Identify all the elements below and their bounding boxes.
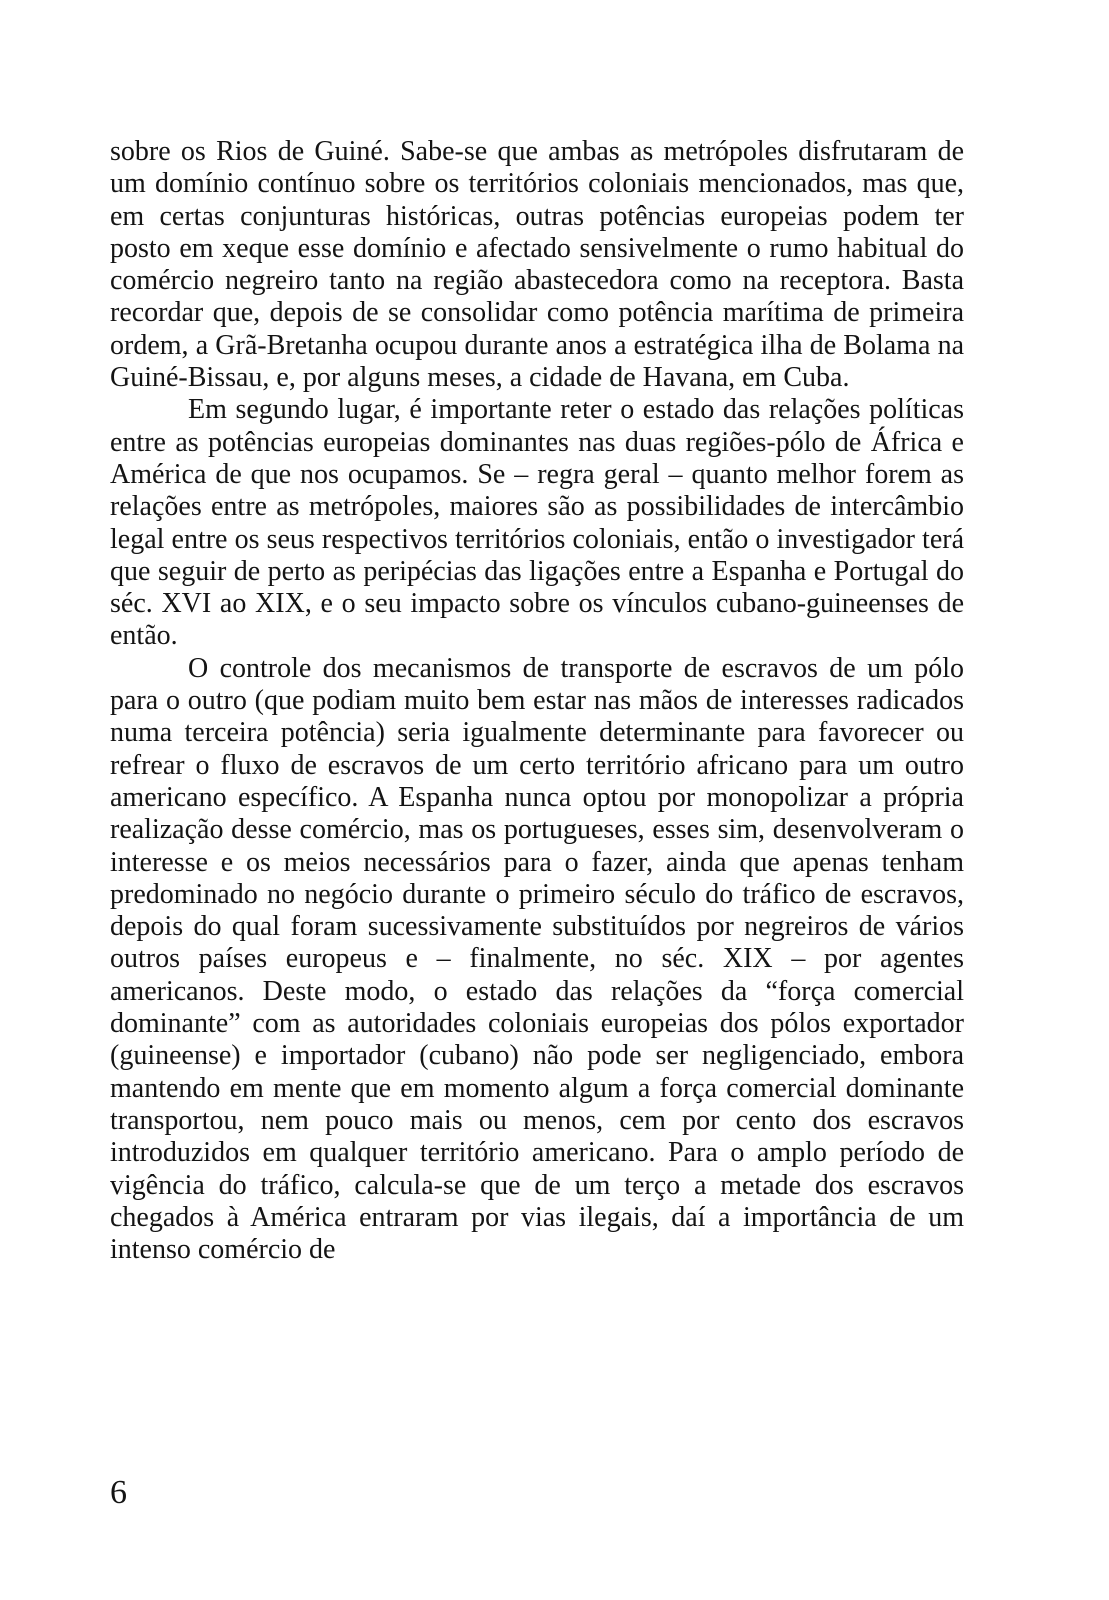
paragraph-3: O controle dos mecanismos de transporte de escravos de um pólo para o outro (que podiam muito bem estar nas mãos de interesses radicados numa terceira potência) seria igualmente determinante para favorecer ou refrear o fluxo de escravos de um certo território africano para um outro americano específico. A Espanha nunca optou por monopolizar a própria realização desse comércio, mas os portugueses, esses sim, desenvolveram o interesse e os meios necessários para o fazer, ainda que apenas tenham predominado no negócio durante o primeiro século do tráfico de escravos, depois do qual foram sucessivamente substituídos por negreiros de vários outros países europeus e – finalmente, no séc. XIX – por agentes americanos. Deste modo, o estado das relações da “força comercial dominante” com as autoridades coloniais europeias dos pólos exportador (guineense) e importador (cubano) não pode ser negligenciado, embora mantendo em mente que em momento algum a força comercial dominante transportou, nem pouco mais ou menos, cem por cento dos escravos introduzidos em qualquer território americano. Para o amplo período de vigência do tráfico, calcula-se que de um terço a metade dos escravos chegados à América entraram por vias ilegais, daí a importância de um intenso comércio de: [110, 652, 964, 1266]
page-body: [110, 136, 964, 1266]
paragraph-1: sobre os Rios de Guiné. Sabe-se que ambas as metrópoles disfrutaram de um domínio contínuo sobre os territórios coloniais mencionados, mas que, em certas conjunturas históricas, outras potências europeias podem ter posto em xeque esse domínio e afectado sensivelmente o rumo habitual do comércio negreiro tanto na região abastecedora como na receptora. Basta recordar que, depois de se consolidar como potência marítima de primeira ordem, a Grã-Bretanha ocupou durante anos a estratégica ilha de Bolama na Guiné-Bissau, e, por alguns meses, a cidade de Havana, em Cuba.: [110, 136, 964, 394]
page-number: 6: [110, 1474, 127, 1511]
paragraph-2: Em segundo lugar, é importante reter o estado das relações políticas entre as potências europeias dominantes nas duas regiões-pólo de África e América de que nos ocupamos. Se – regra geral – quanto melhor forem as relações entre as metrópoles, maiores são as possibilidades de intercâmbio legal entre os seus respectivos territórios coloniais, então o investigador terá que seguir de perto as peripécias das ligações entre a Espanha e Portugal do séc. XVI ao XIX, e o seu impacto sobre os vínculos cubano-guineenses de então.: [110, 394, 964, 652]
